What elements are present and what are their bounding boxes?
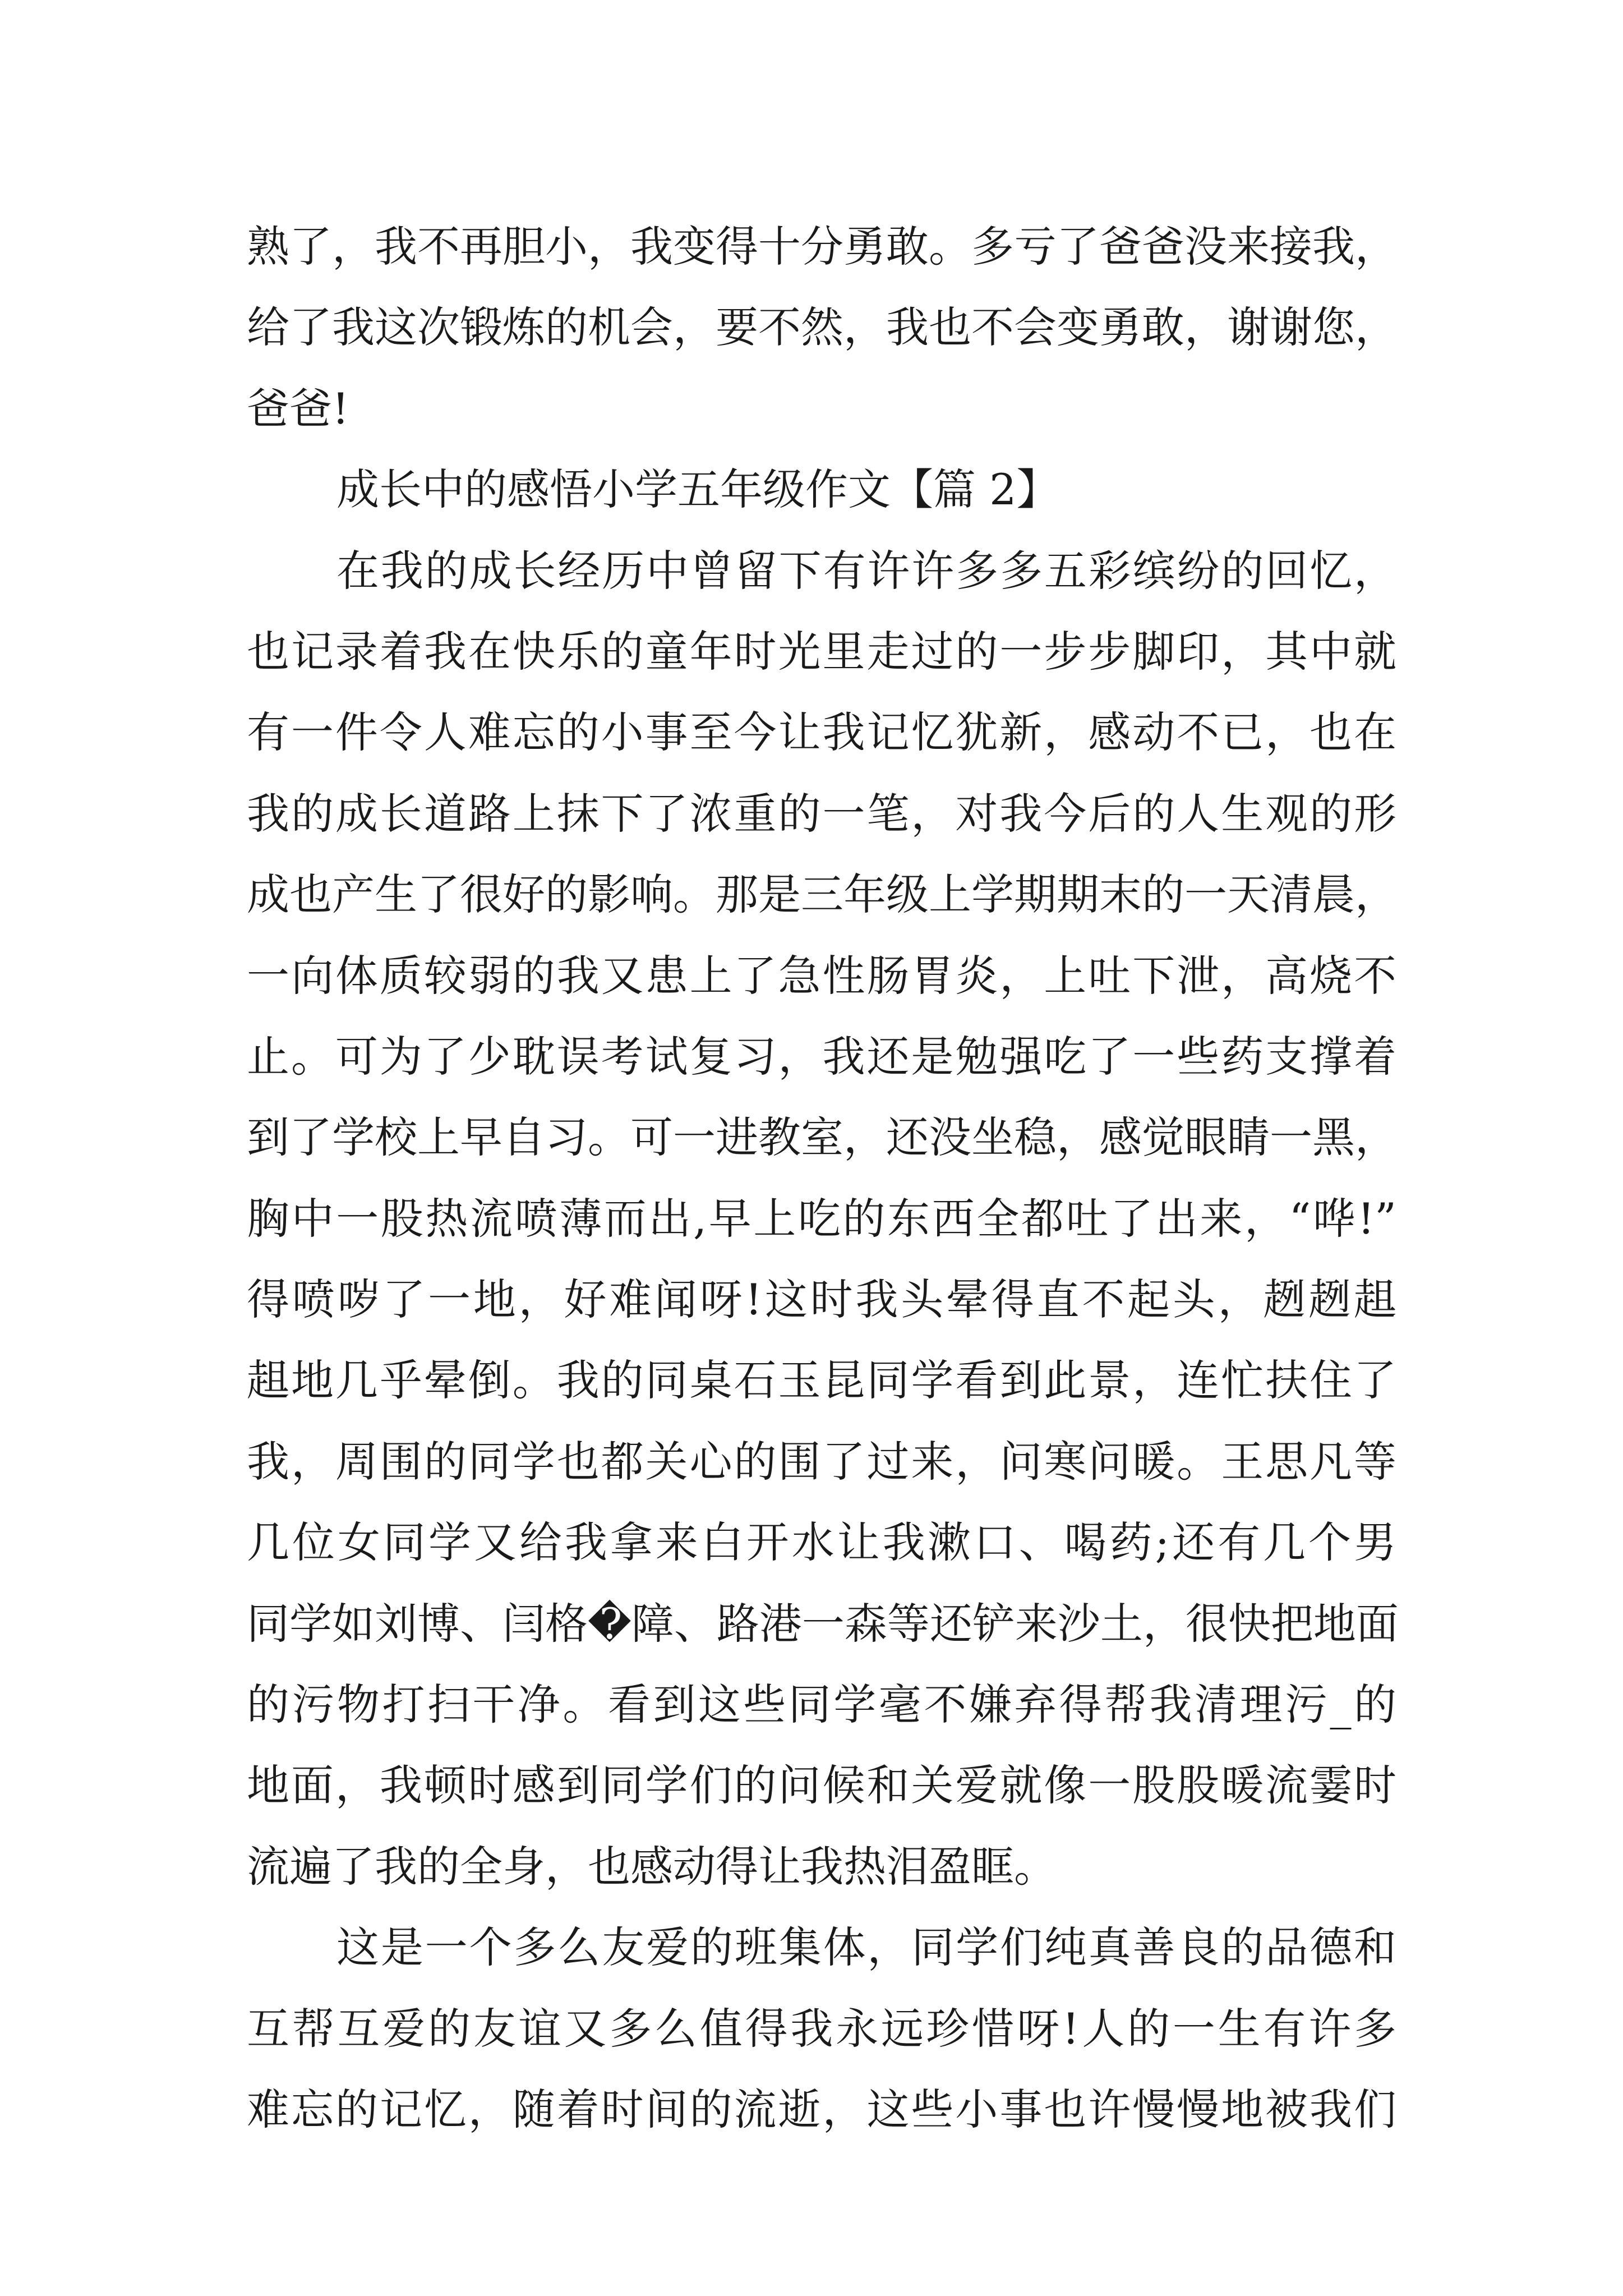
text-line: 互帮互爱的友谊又多么值得我永远珍惜呀!人的一生有许多 bbox=[247, 2003, 1396, 2054]
text-line: 到了学校上早自习。可一进教室，还没坐稳，感觉眼睛一黑， bbox=[247, 1112, 1398, 1163]
section-heading: 成长中的感悟小学五年级作文【篇 2】 bbox=[336, 464, 1059, 515]
text-line: 爸爸! bbox=[247, 383, 349, 434]
text-line: 给了我这次锻炼的机会，要不然，我也不会变勇敢，谢谢您， bbox=[247, 302, 1398, 353]
text-line: 我的成长道路上抹下了浓重的一笔，对我今后的人生观的形 bbox=[247, 788, 1396, 839]
text-line: 难忘的记忆，随着时间的流逝，这些小事也许慢慢地被我们 bbox=[247, 2084, 1396, 2134]
text-line: 有一件令人难忘的小事至今让我记忆犹新，感动不已，也在 bbox=[247, 707, 1396, 758]
text-line: 地面，我顿时感到同学们的问候和关爱就像一股股暖流霎时 bbox=[247, 1760, 1396, 1811]
document-body bbox=[247, 206, 1399, 2150]
text-line: 胸中一股热流喷薄而出,早上吃的东西全都吐了出来，“哗!” bbox=[247, 1193, 1396, 1244]
text-line: 同学如刘博、闫格�障、路港一森等还铲来沙土，很快把地面 bbox=[247, 1598, 1399, 1649]
text-line: 止。可为了少耽误考试复习，我还是勉强吃了一些药支撑着 bbox=[247, 1031, 1396, 1082]
text-line: 熟了，我不再胆小，我变得十分勇敢。多亏了爸爸没来接我， bbox=[247, 222, 1398, 272]
text-line: 得喷哕了一地，好难闻呀!这时我头晕得直不起头，趔趔趄 bbox=[247, 1274, 1396, 1325]
text-line: 这是一个多么友爱的班集体，同学们纯真善良的品德和 bbox=[336, 1922, 1396, 1973]
text-line: 的污物打扫干净。看到这些同学毫不嫌弃得帮我清理污_的 bbox=[247, 1680, 1396, 1730]
text-line: 流遍了我的全身，也感动得让我热泪盈眶。 bbox=[247, 1841, 1057, 1892]
text-line: 在我的成长经历中曾留下有许许多多五彩缤纷的回忆， bbox=[336, 545, 1396, 596]
text-line: 也记录着我在快乐的童年时光里走过的一步步脚印，其中就 bbox=[247, 626, 1396, 677]
text-line: 我，周围的同学也都关心的围了过来，问寒问暖。王思凡等 bbox=[247, 1436, 1396, 1487]
text-line: 一向体质较弱的我又患上了急性肠胃炎，上吐下泄，高烧不 bbox=[247, 950, 1396, 1001]
text-line: 成也产生了很好的影响。那是三年级上学期期末的一天清晨， bbox=[247, 869, 1398, 920]
text-line: 趄地几乎晕倒。我的同桌石玉昆同学看到此景，连忙扶住了 bbox=[247, 1355, 1396, 1406]
text-line: 几位女同学又给我拿来白开水让我漱口、喝药;还有几个男 bbox=[247, 1517, 1396, 1568]
